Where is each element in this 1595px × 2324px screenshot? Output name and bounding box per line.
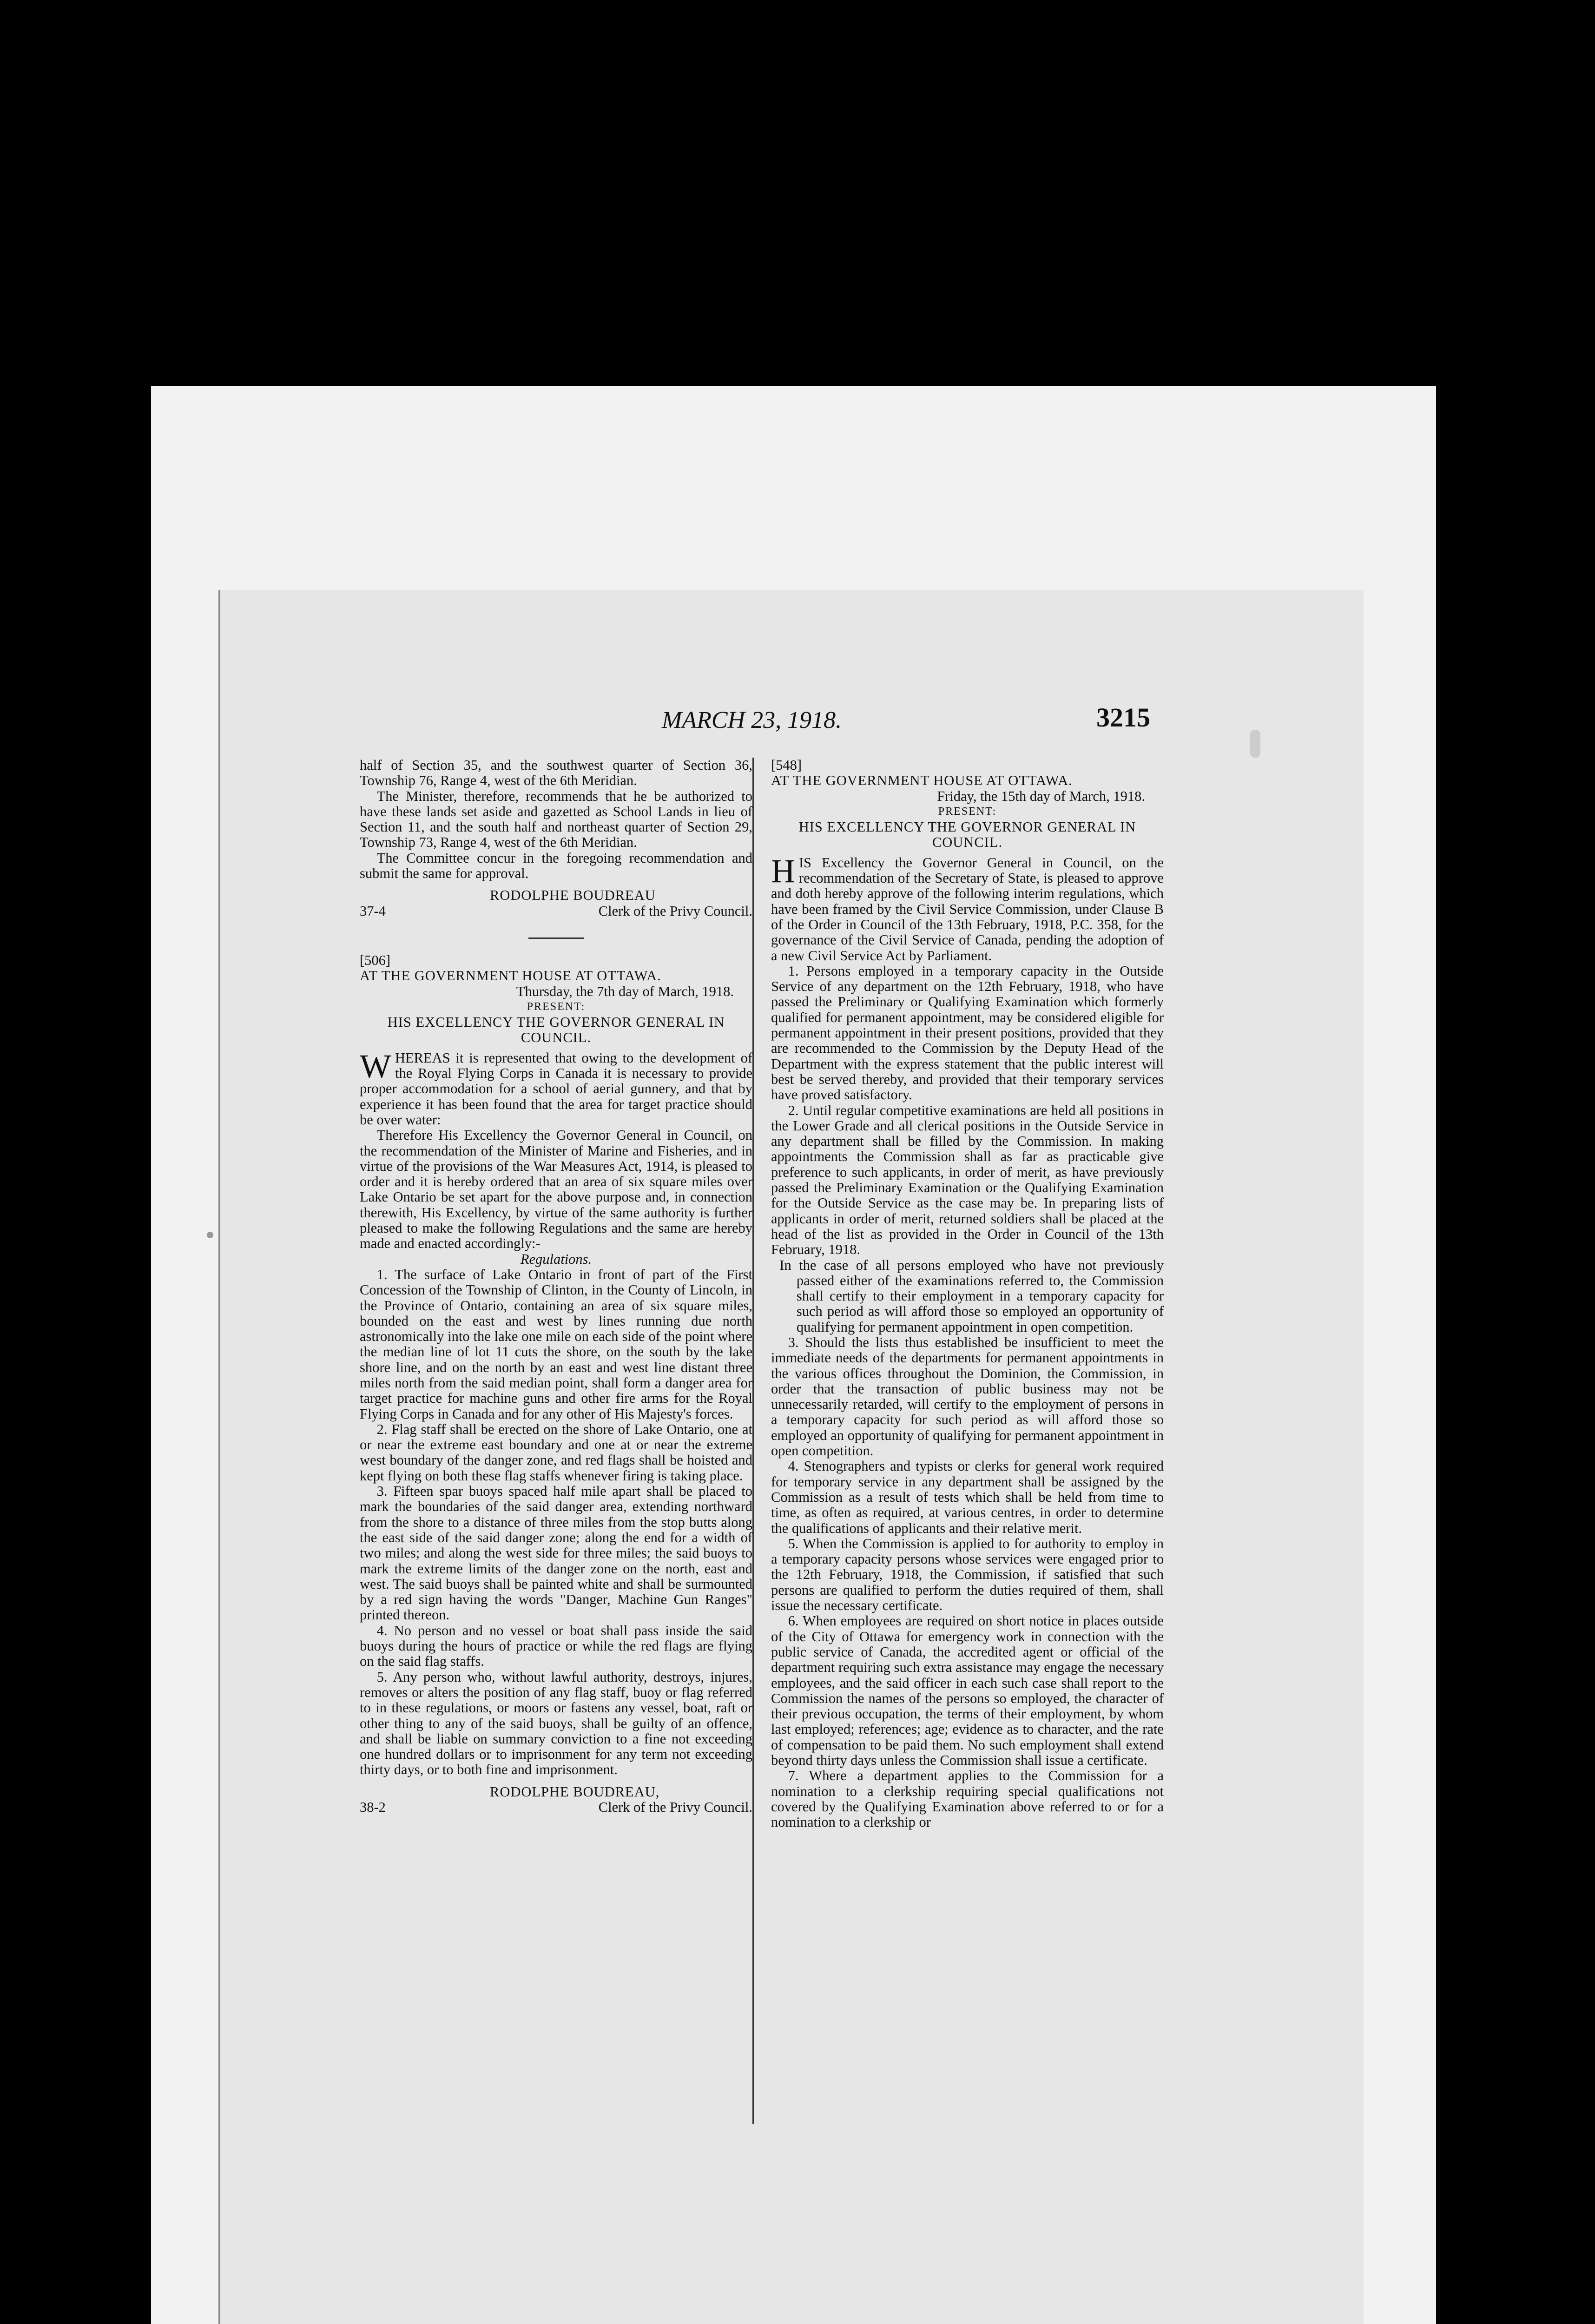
header-date: MARCH 23, 1918. — [662, 707, 842, 733]
signature-title: Clerk of the Privy Council. — [598, 903, 752, 919]
regulations-heading: Regulations. — [520, 1251, 592, 1267]
intro-paragraph — [771, 852, 1164, 964]
therefore-paragraph: Therefore His Excellency the Governor General in Council, on the recommendation of the Minister of Marine and Fisheries, and in virtue of the provisions of the War Measures Act, 1914, is pleased to order and it is hereby ordered that an area of six square miles over Lake Ontario be set apart for the above purpose and, in connection therewith, His Excellency, by virtue of the same authority is further pleased to make the following Regulations and the same are hereby made and enacted accordingly:- — [360, 1127, 752, 1252]
regulation-6: 6. When employees are required on short notice in places outside of the City of Ottawa for emergency work in connection with the public service of Canada, the accredited agent or official of the department requiring such extra assistance may engage the necessary employees, and the said officer in each such case shall report to the Commission the names of the persons so employed, the character of their previous occupation, the terms of their employment, by whom last employed; references; age; evidence as to character, and the rate of compensation to be paid them. No such employment shall extend beyond thirty days unless the Commission shall issue a certificate. — [771, 1613, 1164, 1768]
regulation-1: 1. Persons employed in a temporary capacity in the Outside Service of any department on the 12th February, 1918, who have passed the Preliminary or Qualifying Examination which formerly qualified for permanent appointment, may be considered eligible for permanent appointment in their present positions, provided that they are recommended to the Commission by the Deputy Head of the Department with the express statement that the public interest will best be served thereby, and provided that their temporary services have proved satisfactory. — [771, 963, 1164, 1103]
order-date: Thursday, the 7th day of March, 1918. — [516, 983, 734, 999]
regulation-2: 2. Until regular competitive examinations are held all positions in the Lower Grade and all clerical positions in the Outside Service in any department shall be filled by the Commission. In making appointments the Commission shall as far as practicable give preference to such applicants, in order of merit, as have previously passed the Preliminary Examination or the Qualifying Examination for the Outside Service as the case may be. In preparing lists of applicants in order of merit, returned soldiers shall be placed at the head of the list as provided in the Order in Council of the 13th February, 1918. — [771, 1102, 1164, 1258]
regulation-3: 3. Fifteen spar buoys spaced half mile apart shall be placed to mark the boundaries of the said danger area, extending northward from the shore to a distance of three miles from the stop butts along the east side of the said danger zone; along the end for a width of two miles; and along the west side for three miles; the said buoys to mark the extreme limits of the danger zone on the north, east and west. The said buoys shall be painted white and shall be surmounted by a red sign having the words "Danger, Machine Gun Ranges" printed thereon. — [360, 1483, 752, 1623]
regulation-7: 7. Where a department applies to the Commission for a nomination to a clerkship requiring special qualifications not covered by the Qualifying Examination above referred to or for a nomination to a clerkship or — [771, 1768, 1164, 1830]
right-column — [771, 758, 1164, 1830]
order-number: [506] — [360, 952, 391, 968]
regulation-1: 1. The surface of Lake Ontario in front of part of the First Concession of the Township of Clinton, in the County of Lincoln, in the Province of Ontario, containing an area of six square miles, bounded on the east and west by lines running due north astronomically into the lake one mile on each side of the point where the median line of lot 11 cuts the shore, on the south by the lake shore line, and on the north by an east and west line distant three miles north from the said median point, shall form a danger area for target practice for machine guns and other fire arms for the Royal Flying Corps in Canada and for any other of His Majesty's forces. — [360, 1266, 752, 1422]
drop-cap: W — [360, 1047, 391, 1085]
regulation-3: 3. Should the lists thus established be insufficient to meet the immediate needs of the departments for permanent appointments in the various offices throughout the Dominion, the Commission, in order that the transaction of public business may not be unnecessarily retarded, will certify to the employment of persons in a temporary capacity for such period as will afford those so employed an opportunity of qualifying for permanent appointment in open competition. — [771, 1334, 1164, 1459]
column-rule — [752, 758, 754, 2124]
notice-number: 38-2 — [360, 1799, 386, 1815]
regulation-2-continued: In the case of all persons employed who have not previously passed either of the examinations referred to, the Commission shall certify to their employment in a temporary capacity for such period as will afford those so employed an opportunity of qualifying for permanent appointment in open competition. — [779, 1257, 1164, 1335]
gazette-page — [218, 590, 1364, 2324]
continuation-text: half of Section 35, and the southwest quarter of Section 36, Township 76, Range 4, west of the 6th Meridian. — [360, 757, 752, 789]
whereas-paragraph — [360, 1047, 752, 1128]
present-label: PRESENT: — [527, 1000, 586, 1013]
signature-block — [360, 888, 752, 919]
page-number: 3215 — [1096, 702, 1150, 733]
drop-cap: H — [771, 852, 795, 890]
signature-title: Clerk of the Privy Council. — [598, 1799, 752, 1815]
regulation-4: 4. No person and no vessel or boat shall pass inside the said buoys during the hours of practice or while the red flags are flying on the said flag staffs. — [360, 1622, 752, 1670]
signature-name: RODOLPHE BOUDREAU — [490, 887, 656, 904]
signature-name: RODOLPHE BOUDREAU, — [490, 1783, 660, 1800]
regulation-4: 4. Stenographers and typists or clerks for general work required for temporary service in any department shall be assigned by the Commission as a result of tests which shall be held from time to time, as often as required, at various centres, in order to determine the qualifications of applicants and their relative merit. — [771, 1458, 1164, 1536]
minister-paragraph: The Minister, therefore, recommends that he be authorized to have these lands set aside and gazetted as School Lands in lieu of Section 11, and the south half and northeast quarter of Section 29, Township 73, Range 4, west of the 6th Meridian. — [360, 788, 752, 851]
excellency-heading: HIS EXCELLENCY THE GOVERNOR GENERAL IN COUNCIL. — [798, 819, 1136, 851]
order-location: AT THE GOVERNMENT HOUSE AT OTTAWA. — [771, 772, 1073, 789]
film-speck — [1250, 730, 1260, 758]
order-number: [548] — [771, 757, 802, 773]
order-date: Friday, the 15th day of March, 1918. — [937, 788, 1145, 804]
left-column — [360, 758, 752, 1815]
regulation-2: 2. Flag staff shall be erected on the shore of Lake Ontario, one at or near the extreme east boundary and one at or near the extreme west boundary of the danger zone, and red flags shall be hoisted and kept flying on both these flag staffs whenever firing is taking place. — [360, 1421, 752, 1484]
whereas-text: HEREAS it is represented that owing to the development of the Royal Flying Corps in Canada it is necessary to provide proper accommodation for a school of aerial gunnery, and that by experience it has been found that the area for target practice should be over water: — [360, 1050, 752, 1128]
intro-text: IS Excellency the Governor General in Council, on the recommendation of the Secretary of State, is pleased to approve and doth hereby approve of the following interim regulations, which have been framed by the Civil Service Commission, under Clause B of the Order in Council of the 13th February, 1918, P.C. 358, for the governance of the Civil Service of Canada, pending the adoption of a new Civil Service Act by Parliament. — [771, 854, 1164, 964]
excellency-heading: HIS EXCELLENCY THE GOVERNOR GENERAL IN COUNCIL. — [387, 1014, 725, 1046]
film-speck — [207, 1232, 213, 1238]
committee-paragraph: The Committee concur in the foregoing recommendation and submit the same for approval. — [360, 850, 752, 882]
present-label: PRESENT: — [938, 805, 997, 818]
signature-block — [360, 1784, 752, 1816]
notice-number: 37-4 — [360, 903, 386, 919]
section-divider — [528, 938, 584, 939]
order-location: AT THE GOVERNMENT HOUSE AT OTTAWA. — [360, 968, 661, 984]
regulation-5: 5. Any person who, without lawful authority, destroys, injures, removes or alters the position of any flag staff, buoy or flag referred to in these regulations, or moors or fastens any vessel, boat, raft or other thing to any of the said buoys, shall be guilty of an offence, and shall be liable on summary conviction to a fine not exceeding one hundred dollars or to imprisonment for any term not exceeding thirty days, or to both fine and imprisonment. — [360, 1669, 752, 1778]
regulation-5: 5. When the Commission is applied to for authority to employ in a temporary capacity persons whose services were engaged prior to the 12th February, 1918, the Commission, if satisfied that such persons are qualified to perform the duties required of them, shall issue the necessary certificate. — [771, 1535, 1164, 1614]
